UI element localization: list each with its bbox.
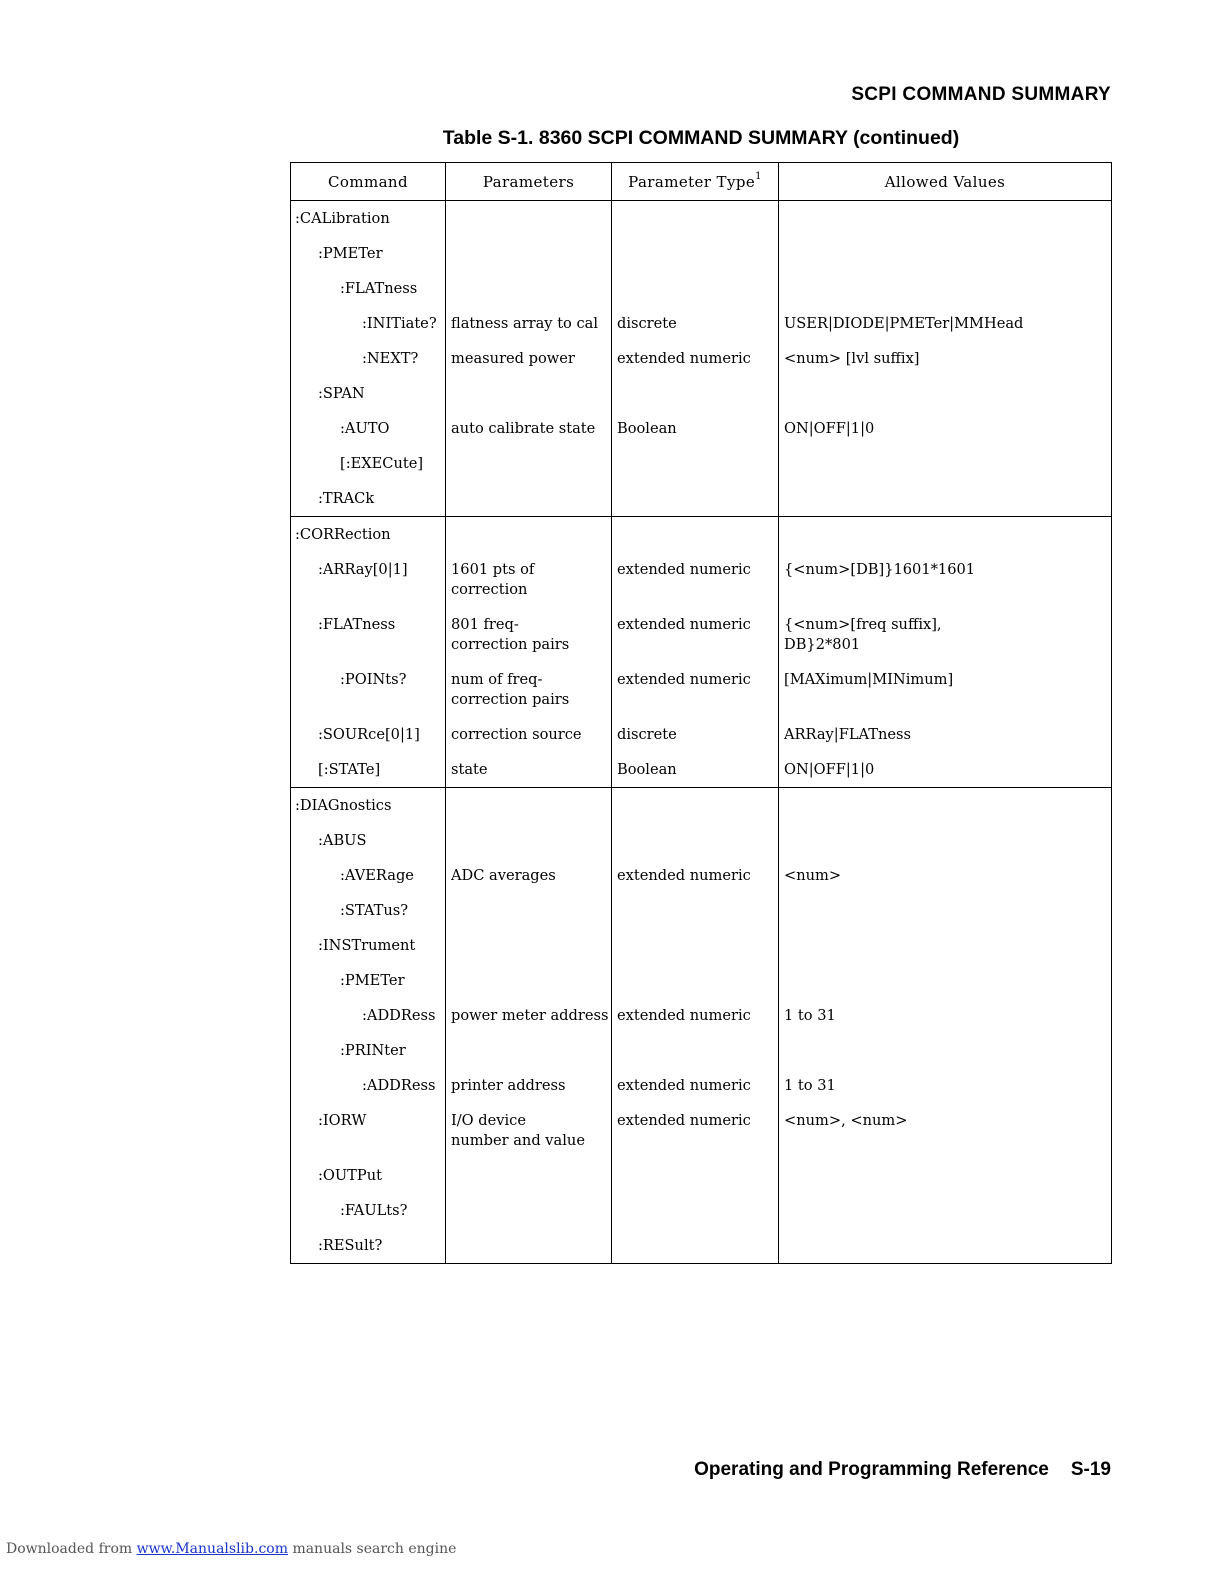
command-cell: :INITiate? (291, 306, 446, 341)
parameters-cell (446, 236, 612, 271)
header-parameters: Parameters (446, 163, 612, 200)
parameter-type-cell (612, 823, 779, 858)
parameters-cell: I/O device number and value (446, 1103, 612, 1158)
parameter-type-cell: extended numeric (612, 998, 779, 1033)
parameter-type-cell: extended numeric (612, 341, 779, 376)
parameter-type-cell: extended numeric (612, 1103, 779, 1158)
parameters-cell: measured power (446, 341, 612, 376)
parameters-cell (446, 446, 612, 481)
parameter-type-cell (612, 376, 779, 411)
table-row (291, 201, 1111, 236)
header-allowed-values: Allowed Values (884, 172, 1006, 191)
parameters-cell (446, 201, 612, 236)
parameters-cell (446, 823, 612, 858)
parameter-type-cell (612, 517, 779, 552)
download-note (6, 1541, 456, 1557)
parameters-cell: flatness array to cal (446, 306, 612, 341)
parameter-type-cell (612, 928, 779, 963)
parameters-cell: state (446, 752, 612, 787)
parameters-cell: printer address (446, 1068, 612, 1103)
allowed-values-cell (779, 963, 1111, 998)
allowed-values-cell (779, 481, 1111, 516)
table-row (291, 928, 1111, 963)
allowed-values-cell: USER|DIODE|PMETer|MMHead (784, 315, 1024, 332)
command-cell: :IORW (291, 1103, 446, 1158)
command-cell: :AVERage (291, 858, 446, 893)
table-row (291, 481, 1111, 516)
table-row (291, 236, 1111, 271)
table-row (291, 411, 1111, 446)
allowed-values-cell (779, 893, 1111, 928)
allowed-values-cell (779, 788, 1111, 823)
parameter-type-cell: extended numeric (612, 662, 779, 717)
parameters-cell (446, 376, 612, 411)
table-row (291, 517, 1111, 552)
command-cell: :STATus? (291, 893, 446, 928)
parameters-cell: num of freq- correction pairs (446, 662, 612, 717)
parameter-type-cell: Boolean (612, 752, 779, 787)
parameters-cell: correction source (446, 717, 612, 752)
command-cell: :SOURce[0|1] (291, 717, 446, 752)
allowed-values-cell (779, 1193, 1111, 1228)
table-row (291, 1103, 1111, 1158)
table-row (291, 1228, 1111, 1263)
command-cell: :TRACk (291, 481, 446, 516)
parameters-cell (446, 1193, 612, 1228)
table-row (291, 446, 1111, 481)
command-cell: [:STATe] (291, 752, 446, 787)
allowed-values-cell (779, 201, 1111, 236)
table-row (291, 1068, 1111, 1103)
parameters-cell (446, 1158, 612, 1193)
parameters-cell (446, 1033, 612, 1068)
footnote-marker: 1 (755, 171, 762, 182)
command-cell: :CORRection (291, 517, 446, 552)
command-cell: :FLATness (291, 607, 446, 662)
command-cell: :RESult? (291, 1228, 446, 1263)
command-cell: :AUTO (291, 411, 446, 446)
table-row (291, 717, 1111, 752)
manualslib-link[interactable]: www.Manualslib.com (136, 1541, 288, 1557)
table-row (291, 893, 1111, 928)
command-cell: :OUTPut (291, 1158, 446, 1193)
table-row (291, 963, 1111, 998)
allowed-values-cell: <num> [lvl suffix] (784, 350, 920, 367)
page-footer (694, 1459, 1111, 1481)
header-parameter-type-label: Parameter Type (628, 172, 756, 191)
command-cell: :INSTrument (291, 928, 446, 963)
table-row (291, 788, 1111, 823)
running-head: SCPI COMMAND SUMMARY (851, 84, 1111, 105)
parameters-cell (446, 928, 612, 963)
table-row (291, 662, 1111, 717)
download-suffix: manuals search engine (292, 1541, 457, 1557)
command-cell: :PMETer (291, 963, 446, 998)
table-title: Table S-1. 8360 SCPI COMMAND SUMMARY (continued) (442, 127, 960, 149)
parameter-type-cell (612, 236, 779, 271)
parameter-type-cell: Boolean (612, 411, 779, 446)
command-cell: :DIAGnostics (291, 788, 446, 823)
table-section (291, 517, 1111, 788)
parameter-type-cell (612, 963, 779, 998)
table-row (291, 858, 1111, 893)
command-cell: :NEXT? (291, 341, 446, 376)
allowed-values-cell (779, 236, 1111, 271)
table-row (291, 752, 1111, 787)
command-cell: [:EXECute] (291, 446, 446, 481)
command-cell: :FLATness (291, 271, 446, 306)
parameters-cell (446, 271, 612, 306)
download-prefix: Downloaded from (6, 1541, 133, 1557)
parameters-cell (446, 893, 612, 928)
allowed-values-cell: [MAXimum|MINimum] (784, 671, 954, 688)
command-cell: :POINts? (291, 662, 446, 717)
table-row (291, 1158, 1111, 1193)
table-row (291, 1193, 1111, 1228)
allowed-values-cell (779, 1033, 1111, 1068)
allowed-values-cell: {<num>[DB]}1601*1601 (784, 561, 976, 578)
command-cell: :ARRay[0|1] (291, 552, 446, 607)
table-row (291, 341, 1111, 376)
allowed-values-cell: <num>, <num> (784, 1112, 908, 1129)
allowed-values-cell (779, 1158, 1111, 1193)
allowed-values-cell (779, 928, 1111, 963)
parameters-cell: 801 freq- correction pairs (446, 607, 612, 662)
parameter-type-cell (612, 446, 779, 481)
parameter-type-cell (612, 1158, 779, 1193)
parameter-type-cell (612, 788, 779, 823)
table-section (291, 788, 1111, 1263)
parameters-cell: ADC averages (446, 858, 612, 893)
parameter-type-cell: extended numeric (612, 858, 779, 893)
parameters-cell: 1601 pts of correction (446, 552, 612, 607)
header-command: Command (291, 163, 446, 200)
allowed-values-cell (779, 376, 1111, 411)
parameter-type-cell (612, 893, 779, 928)
parameter-type-cell (612, 201, 779, 236)
parameter-type-cell (612, 1193, 779, 1228)
command-cell: :SPAN (291, 376, 446, 411)
table-row (291, 998, 1111, 1033)
parameter-type-cell: discrete (612, 306, 779, 341)
table-section (291, 201, 1111, 517)
table-header-row (291, 163, 1111, 201)
parameter-type-cell: discrete (612, 717, 779, 752)
allowed-values-cell (779, 823, 1111, 858)
command-cell: :PMETer (291, 236, 446, 271)
allowed-values-cell: ARRay|FLATness (784, 726, 912, 743)
command-cell: :ADDRess (291, 1068, 446, 1103)
header-parameter-type (612, 163, 779, 200)
allowed-values-cell: ON|OFF|1|0 (784, 761, 875, 778)
table-row (291, 1033, 1111, 1068)
parameter-type-cell (612, 1033, 779, 1068)
table-row (291, 271, 1111, 306)
table-row (291, 607, 1111, 662)
parameters-cell: auto calibrate state (446, 411, 612, 446)
parameter-type-cell (612, 1228, 779, 1263)
parameter-type-cell: extended numeric (612, 607, 779, 662)
page-number: S-19 (1070, 1459, 1111, 1480)
table-body (291, 201, 1111, 1263)
parameters-cell: power meter address (446, 998, 612, 1033)
parameters-cell (446, 788, 612, 823)
allowed-values-cell: <num> (784, 867, 842, 884)
table-row (291, 306, 1111, 341)
command-cell: :ADDRess (291, 998, 446, 1033)
footer-section-title: Operating and Programming Reference (694, 1459, 1049, 1480)
table-row (291, 552, 1111, 607)
allowed-values-cell (779, 446, 1111, 481)
parameters-cell (446, 481, 612, 516)
command-cell: :ABUS (291, 823, 446, 858)
allowed-values-cell (779, 1228, 1111, 1263)
allowed-values-cell (779, 271, 1111, 306)
allowed-values-cell: {<num>[freq suffix], DB}2*801 (784, 616, 942, 653)
allowed-values-cell: 1 to 31 (784, 1007, 836, 1024)
allowed-values-cell: ON|OFF|1|0 (784, 420, 875, 437)
parameters-cell (446, 517, 612, 552)
allowed-values-cell (779, 517, 1111, 552)
parameters-cell (446, 963, 612, 998)
parameter-type-cell (612, 271, 779, 306)
parameters-cell (446, 1228, 612, 1263)
table-row (291, 823, 1111, 858)
scpi-command-table (290, 162, 1112, 1264)
command-cell: :CALibration (291, 201, 446, 236)
command-cell: :PRINter (291, 1033, 446, 1068)
table-row (291, 376, 1111, 411)
allowed-values-cell: 1 to 31 (784, 1077, 836, 1094)
parameter-type-cell: extended numeric (612, 1068, 779, 1103)
parameter-type-cell: extended numeric (612, 552, 779, 607)
command-cell: :FAULts? (291, 1193, 446, 1228)
parameter-type-cell (612, 481, 779, 516)
